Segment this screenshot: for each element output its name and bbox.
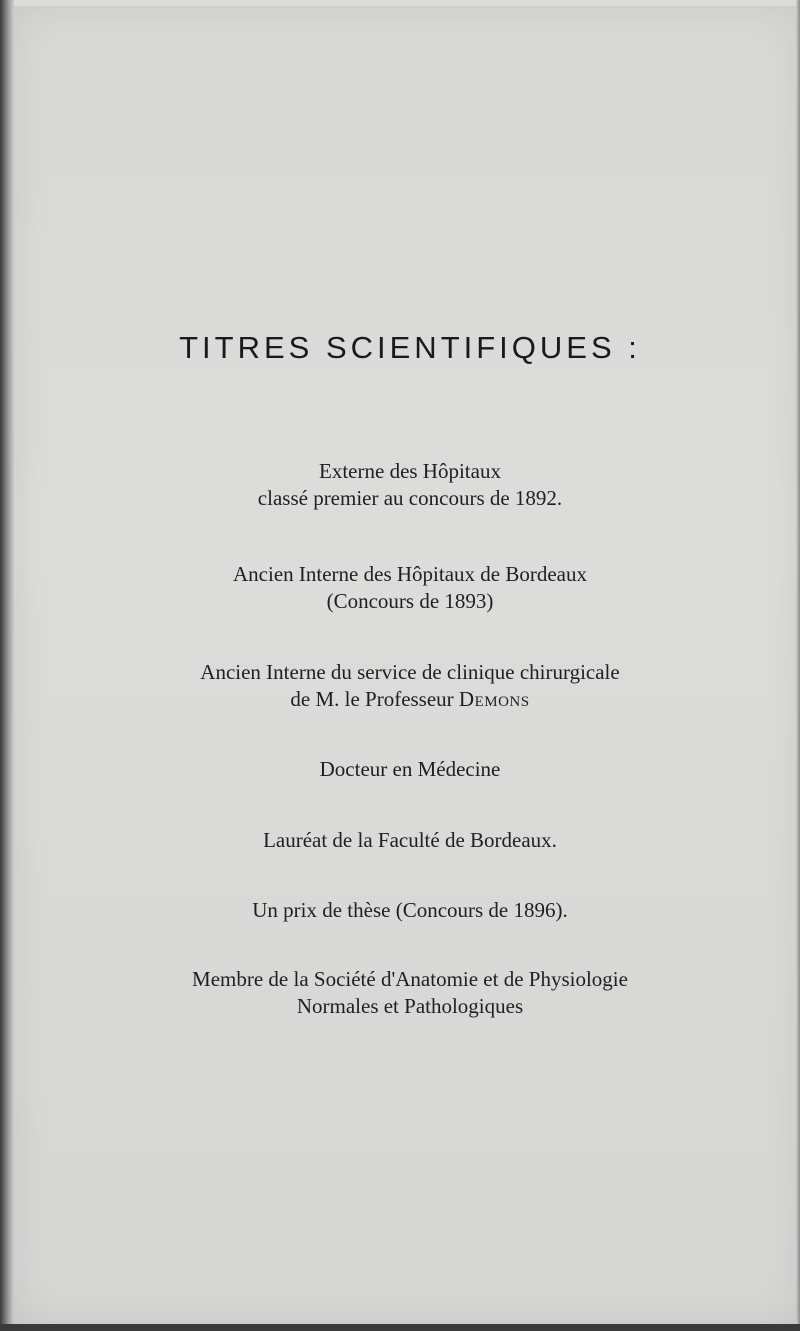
entry-line: Un prix de thèse (Concours de 1896). (252, 898, 568, 922)
professor-name: Demons (458, 687, 530, 711)
entry-line: Membre de la Société d'Anatomie et de Physiologie (192, 967, 628, 991)
entry-ancien-interne (0, 561, 800, 615)
entry-docteur (0, 756, 800, 783)
entry-line (0, 686, 800, 713)
entry-externe (0, 458, 800, 512)
page-bottom-edge (0, 1324, 800, 1331)
entry-line: Docteur en Médecine (319, 757, 501, 781)
entry-line: Lauréat de la Faculté de Bordeaux. (263, 828, 557, 852)
entry-line: Normales et Pathologiques (296, 994, 524, 1018)
entry-line: Ancien Interne des Hôpitaux de Bordeaux (233, 562, 587, 586)
entry-service-clinique (0, 659, 800, 713)
entry-laureat (0, 827, 800, 854)
page-title: TITRES SCIENTIFIQUES : (179, 330, 641, 365)
entry-line: Externe des Hôpitaux (319, 459, 501, 483)
entry-line: classé premier au concours de 1892. (257, 486, 563, 510)
entry-prix-these (0, 897, 800, 924)
entry-line: (Concours de 1893) (326, 589, 494, 613)
entry-line: Ancien Interne du service de clinique chirurgicale (200, 660, 620, 684)
entry-membre-societe (0, 966, 800, 1020)
entry-line-prefix: de M. le Professeur (290, 687, 454, 711)
